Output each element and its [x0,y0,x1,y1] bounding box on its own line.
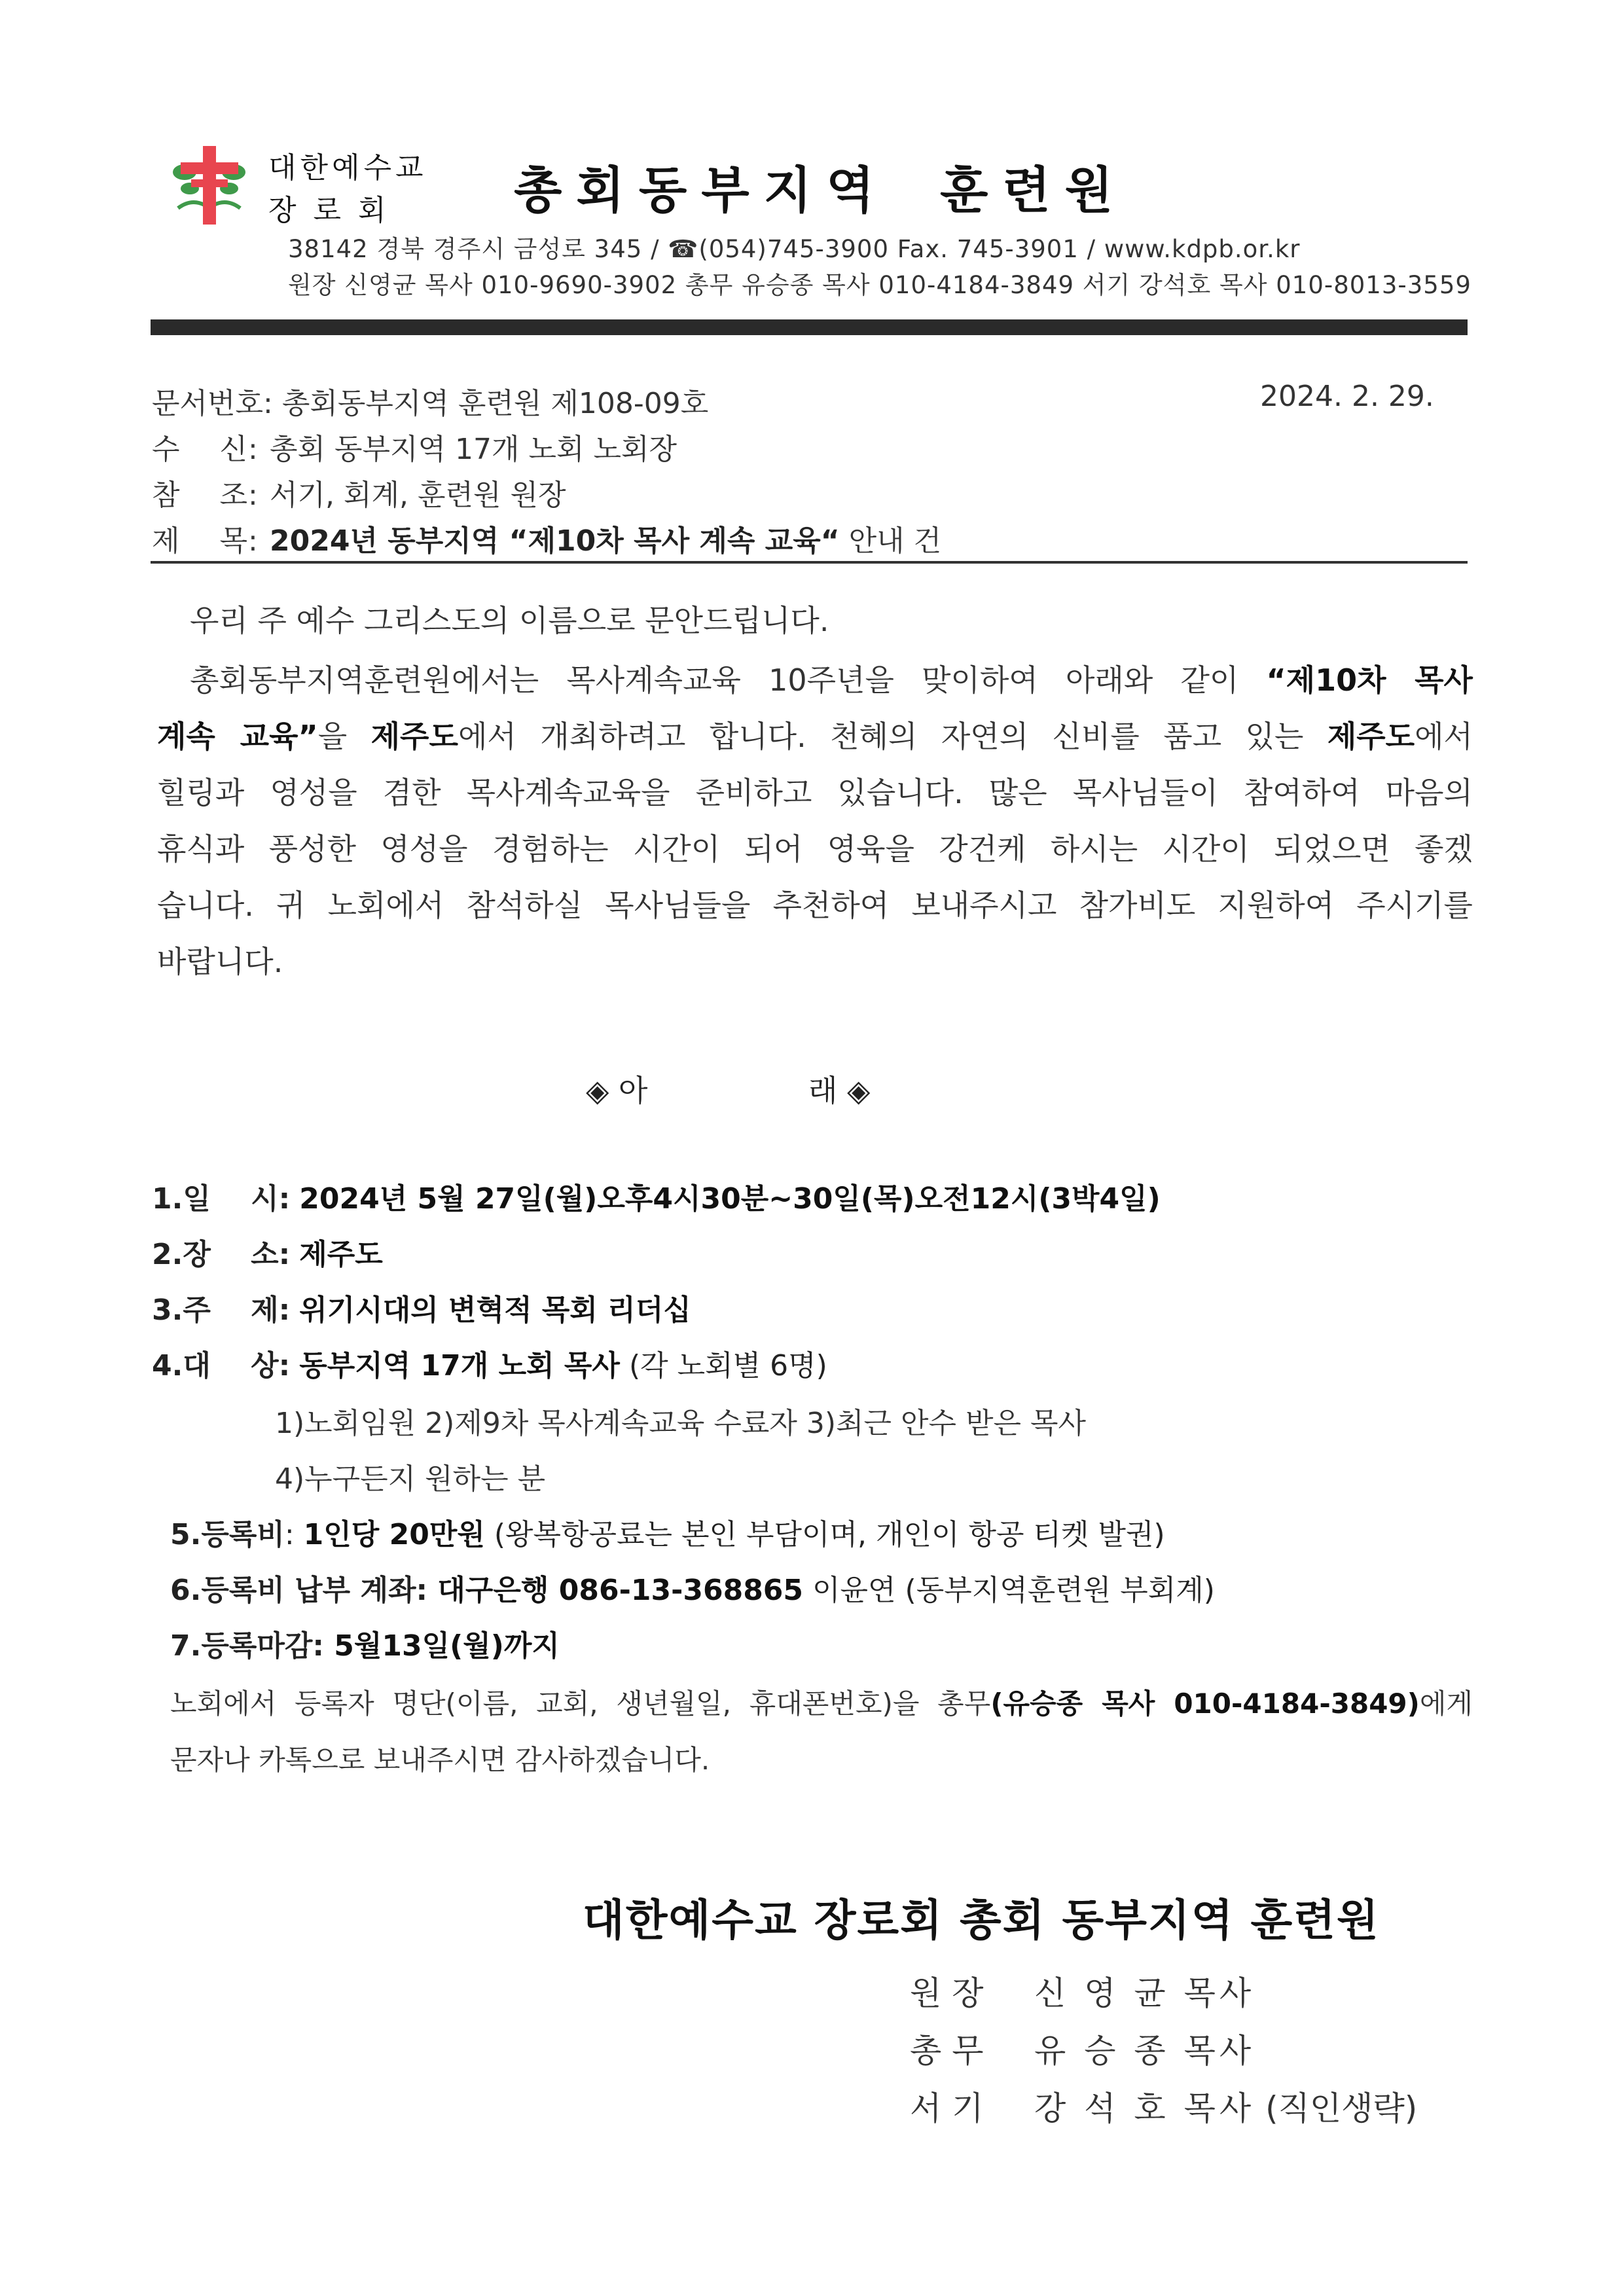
detail-value: 2024년 5월 27일(월)오후4시30분~30일(목)오전12시(3박4일) [299,1182,1161,1216]
subject-row [152,517,941,559]
body-line-4: 휴식과 풍성한 영성을 경험하는 시간이 되어 영육을 강건케 하시는 시간이 되었으면 좋겠 [157,831,1473,867]
cross-emblem-icon [171,143,247,228]
detail-value: 동부지역 17개 노회 목사 [299,1349,620,1382]
detail-label: 5.등록비 [170,1518,285,1551]
detail-label: 6.등록비 납부 계좌: [170,1574,428,1607]
doc-number-label: 문서번호: [152,387,273,420]
reference-row [152,471,566,513]
body-line-1 [157,652,1473,708]
signature-name: 유 승 종 목사 [1034,2032,1255,2070]
detail-item-target [152,1342,827,1384]
detail-label: 2.장 소: [152,1238,291,1271]
body-line-2 [157,708,1473,765]
signature-name: 신 영 균 목사 [1034,1974,1255,2012]
signature-title: 원 장 [910,1974,984,2012]
seal-omitted-note: (직인생략) [1265,2089,1418,2127]
detail-item-fee [170,1511,1165,1553]
detail-label: 4.대 상: [152,1349,291,1382]
body-line-3: 힐링과 영성을 겸한 목사계속교육을 준비하고 있습니다. 많은 목사님들이 참여하여 마음의 [157,775,1473,810]
doc-number-value: 총회동부지역 훈련원 제108-09호 [281,387,709,420]
body-paragraph [157,652,1473,990]
body-text: 을 [317,719,371,754]
detail-item-deadline [170,1622,560,1664]
detail-value-note: (왕복항공료는 본인 부담이며, 개인이 항공 티켓 발권) [484,1518,1165,1551]
signature-director [910,1967,1255,2014]
note-text: 에게 [1419,1688,1473,1720]
signature-title: 총 무 [910,2032,984,2070]
detail-item-account [170,1566,1215,1608]
body-bold-title-cont: 계속 교육” [157,719,318,754]
subject-label: 제 목: [152,524,259,558]
officers-line: 원장 신영균 목사 010-9690-3902 총무 유승종 목사 010-4184-3849 서기 강석호 목사 010-8013-3559 [288,271,1471,299]
reference-label: 참 조: [152,479,259,512]
note-line-1 [170,1676,1473,1732]
church-name-line1: 대한예수교 [268,151,427,185]
recipient-row [152,425,677,467]
greeting: 우리 주 예수 그리스도의 이름으로 문안드립니다. [190,603,829,638]
signature-secretary-general [910,2025,1255,2072]
header-divider [151,319,1468,335]
body-bold-title: “제10차 목사 [1266,662,1473,698]
detail-label: 1.일 시: [152,1182,291,1216]
recipient-label: 수 신: [152,433,259,466]
org-title: 총회동부지역 훈련원 [514,161,1128,219]
note-contact: (유승종 목사 010-4184-3849) [990,1688,1420,1720]
detail-value: 5월13일(월)까지 [323,1629,560,1663]
body-text: 총회동부지역훈련원에서는 목사계속교육 10주년을 맞이하여 아래와 같이 [190,662,1267,698]
notice-title-right: 래 ◈ [808,1073,871,1108]
detail-item-datetime [152,1175,1161,1217]
body-text: 에서 [1415,719,1473,754]
signature-title: 서 기 [910,2089,984,2127]
note-line-2: 문자나 카톡으로 보내주시면 감사하겠습니다. [170,1744,710,1776]
detail-item-theme [152,1286,691,1328]
detail-label: 3.주 제: [152,1293,291,1327]
meta-divider [151,561,1468,564]
notice-title-left: ◈ 아 [586,1073,648,1108]
detail-value: 대구은행 086-13-368865 [427,1574,804,1607]
closing-organization: 대한예수교 장로회 총회 동부지역 훈련원 [583,1895,1380,1945]
detail-item-place [152,1231,383,1273]
body-text: 에서 개최하려고 합니다. 천혜의 자연의 신비를 품고 있는 [458,719,1327,754]
note-text: 노회에서 등록자 명단(이름, 교회, 생년월일, 휴대폰번호)을 총무 [170,1688,991,1720]
recipient-value: 총회 동부지역 17개 노회 노회장 [270,433,677,466]
detail-value-note: (각 노회별 6명) [619,1349,827,1382]
signature-clerk [910,2082,1417,2129]
detail-value: 제주도 [299,1238,383,1271]
subject-bold: 2024년 동부지역 “제10차 목사 계속 교육“ [270,524,840,558]
registration-note [170,1676,1473,1788]
target-sub-line-1: 1)노회임원 2)제9차 목사계속교육 수료자 3)최근 안수 받은 목사 [275,1407,1086,1440]
signature-name: 강 석 호 목사 [1034,2089,1255,2127]
detail-value-note: 이윤연 (동부지역훈련원 부회계) [803,1574,1215,1607]
reference-value: 서기, 회계, 훈련원 원장 [270,479,566,512]
church-name-line2: 장 로 회 [268,194,390,227]
detail-value: 위기시대의 변혁적 목회 리더십 [299,1293,691,1327]
body-line-5: 습니다. 귀 노회에서 참석하실 목사님들을 추천하여 보내주시고 참가비도 지원하여 주시기를 [157,888,1473,923]
subject-rest: 안내 건 [839,524,942,558]
detail-label: 7.등록마감: [170,1629,324,1663]
body-bold-place: 제주도 [1327,719,1415,754]
body-bold-place: 제주도 [370,719,458,754]
doc-number-row [152,380,708,422]
target-sub-line-2: 4)누구든지 원하는 분 [275,1462,546,1496]
address-line: 38142 경북 경주시 금성로 345 / ☎(054)745-3900 Fax. 745-3901 / www.kdpb.or.kr [288,235,1301,263]
detail-colon: : [284,1518,304,1551]
doc-date: 2024. 2. 29. [1260,380,1434,413]
detail-value: 1인당 20만원 [303,1518,485,1551]
body-line-6: 바랍니다. [157,944,283,979]
